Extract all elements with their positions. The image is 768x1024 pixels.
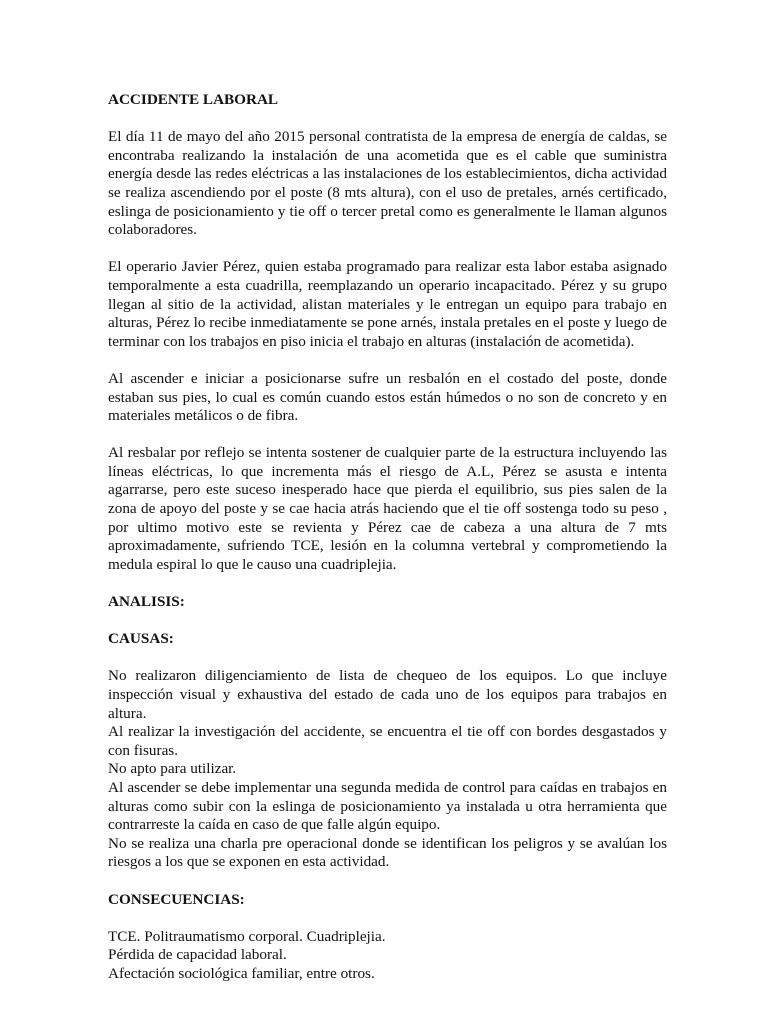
paragraph-2: El operario Javier Pérez, quien estaba programado para realizar esta labor estaba asignado temporalmente a esta cuadrilla, reemplazando un operario incapacitado. Pérez y su grupo llegan al sitio de la actividad, alistan materiales y le entregan un equipo para trabajo en alturas, Pérez lo recibe inmediatamente se pone arnés, instala pretales en el poste y luego de terminar con los trabajos en piso inicia el trabajo en alturas (instalación de acometida). [108, 258, 667, 350]
paragraph-1: El día 11 de mayo del año 2015 personal contratista de la empresa de energía de caldas, se encontraba realizando la instalación de una acometida que es el cable que suministra energía desde las redes eléctricas a las instalaciones de los establecimientos, dicha actividad se realiza ascendiendo por el poste (8 mts altura), con el uso de pretales, arnés certificado, eslinga de posicionamiento y tie off o tercer pretal como es generalmente le llaman algunos colaboradores. [108, 128, 667, 239]
consequence-item: Pérdida de capacidad laboral. [108, 946, 287, 964]
consequence-item: TCE. Politraumatismo corporal. Cuadriplejia. [108, 927, 386, 945]
document-title: ACCIDENTE LABORAL [108, 91, 279, 108]
paragraph-4: Al resbalar por reflejo se intenta sostener de cualquier parte de la estructura incluyendo las líneas eléctricas, lo que incrementa más el riesgo de A.L, Pérez se asusta e intenta agarrarse, pero este suceso inesperado hace que pierda el equilibrio, sus pies salen de la zona de apoyo del poste y se cae hacia atrás haciendo que el tie off sostenga todo su peso , por ultimo motivo este se revienta y Pérez cae de cabeza a una altura de 7 mts aproximadamente, sufriendo TCE, lesión en la columna vertebral y comprometiendo la medula espiral lo que le causo una cuadriplejia. [108, 444, 667, 573]
causes-heading: CAUSAS: [108, 630, 174, 648]
consequence-item: Afectación sociológica familiar, entre otros. [108, 964, 375, 982]
causes-list [108, 667, 667, 872]
cause-item: No se realiza una charla pre operacional donde se identifican los peligros y se avalúan los riesgos a los que se exponen en esta actividad. [108, 834, 667, 871]
cause-item: No apto para utilizar. [108, 760, 237, 778]
cause-item: Al ascender se debe implementar una segunda medida de control para caídas en trabajos en alturas como subir con la eslinga de posicionamiento ya instalada u otra herramienta que contrarreste la caída en caso de que falle algún equipo. [108, 778, 667, 834]
paragraph-3: Al ascender e iniciar a posicionarse sufre un resbalón en el costado del poste, donde estaban sus pies, lo cual es común cuando estos están húmedos o no son de concreto y en materiales metálicos o de fibra. [108, 369, 667, 425]
cause-item: Al realizar la investigación del accidente, se encuentra el tie off con bordes desgastados y con fisuras. [108, 723, 667, 759]
consequences-heading: CONSECUENCIAS: [108, 890, 245, 908]
consequences-list [108, 928, 667, 984]
analysis-heading: ANALISIS: [108, 593, 185, 611]
cause-item: No realizaron diligenciamiento de lista de chequeo de los equipos. Lo que incluye inspección visual y exhaustiva del estado de cada uno de los equipos para trabajos en altura. [108, 667, 667, 722]
